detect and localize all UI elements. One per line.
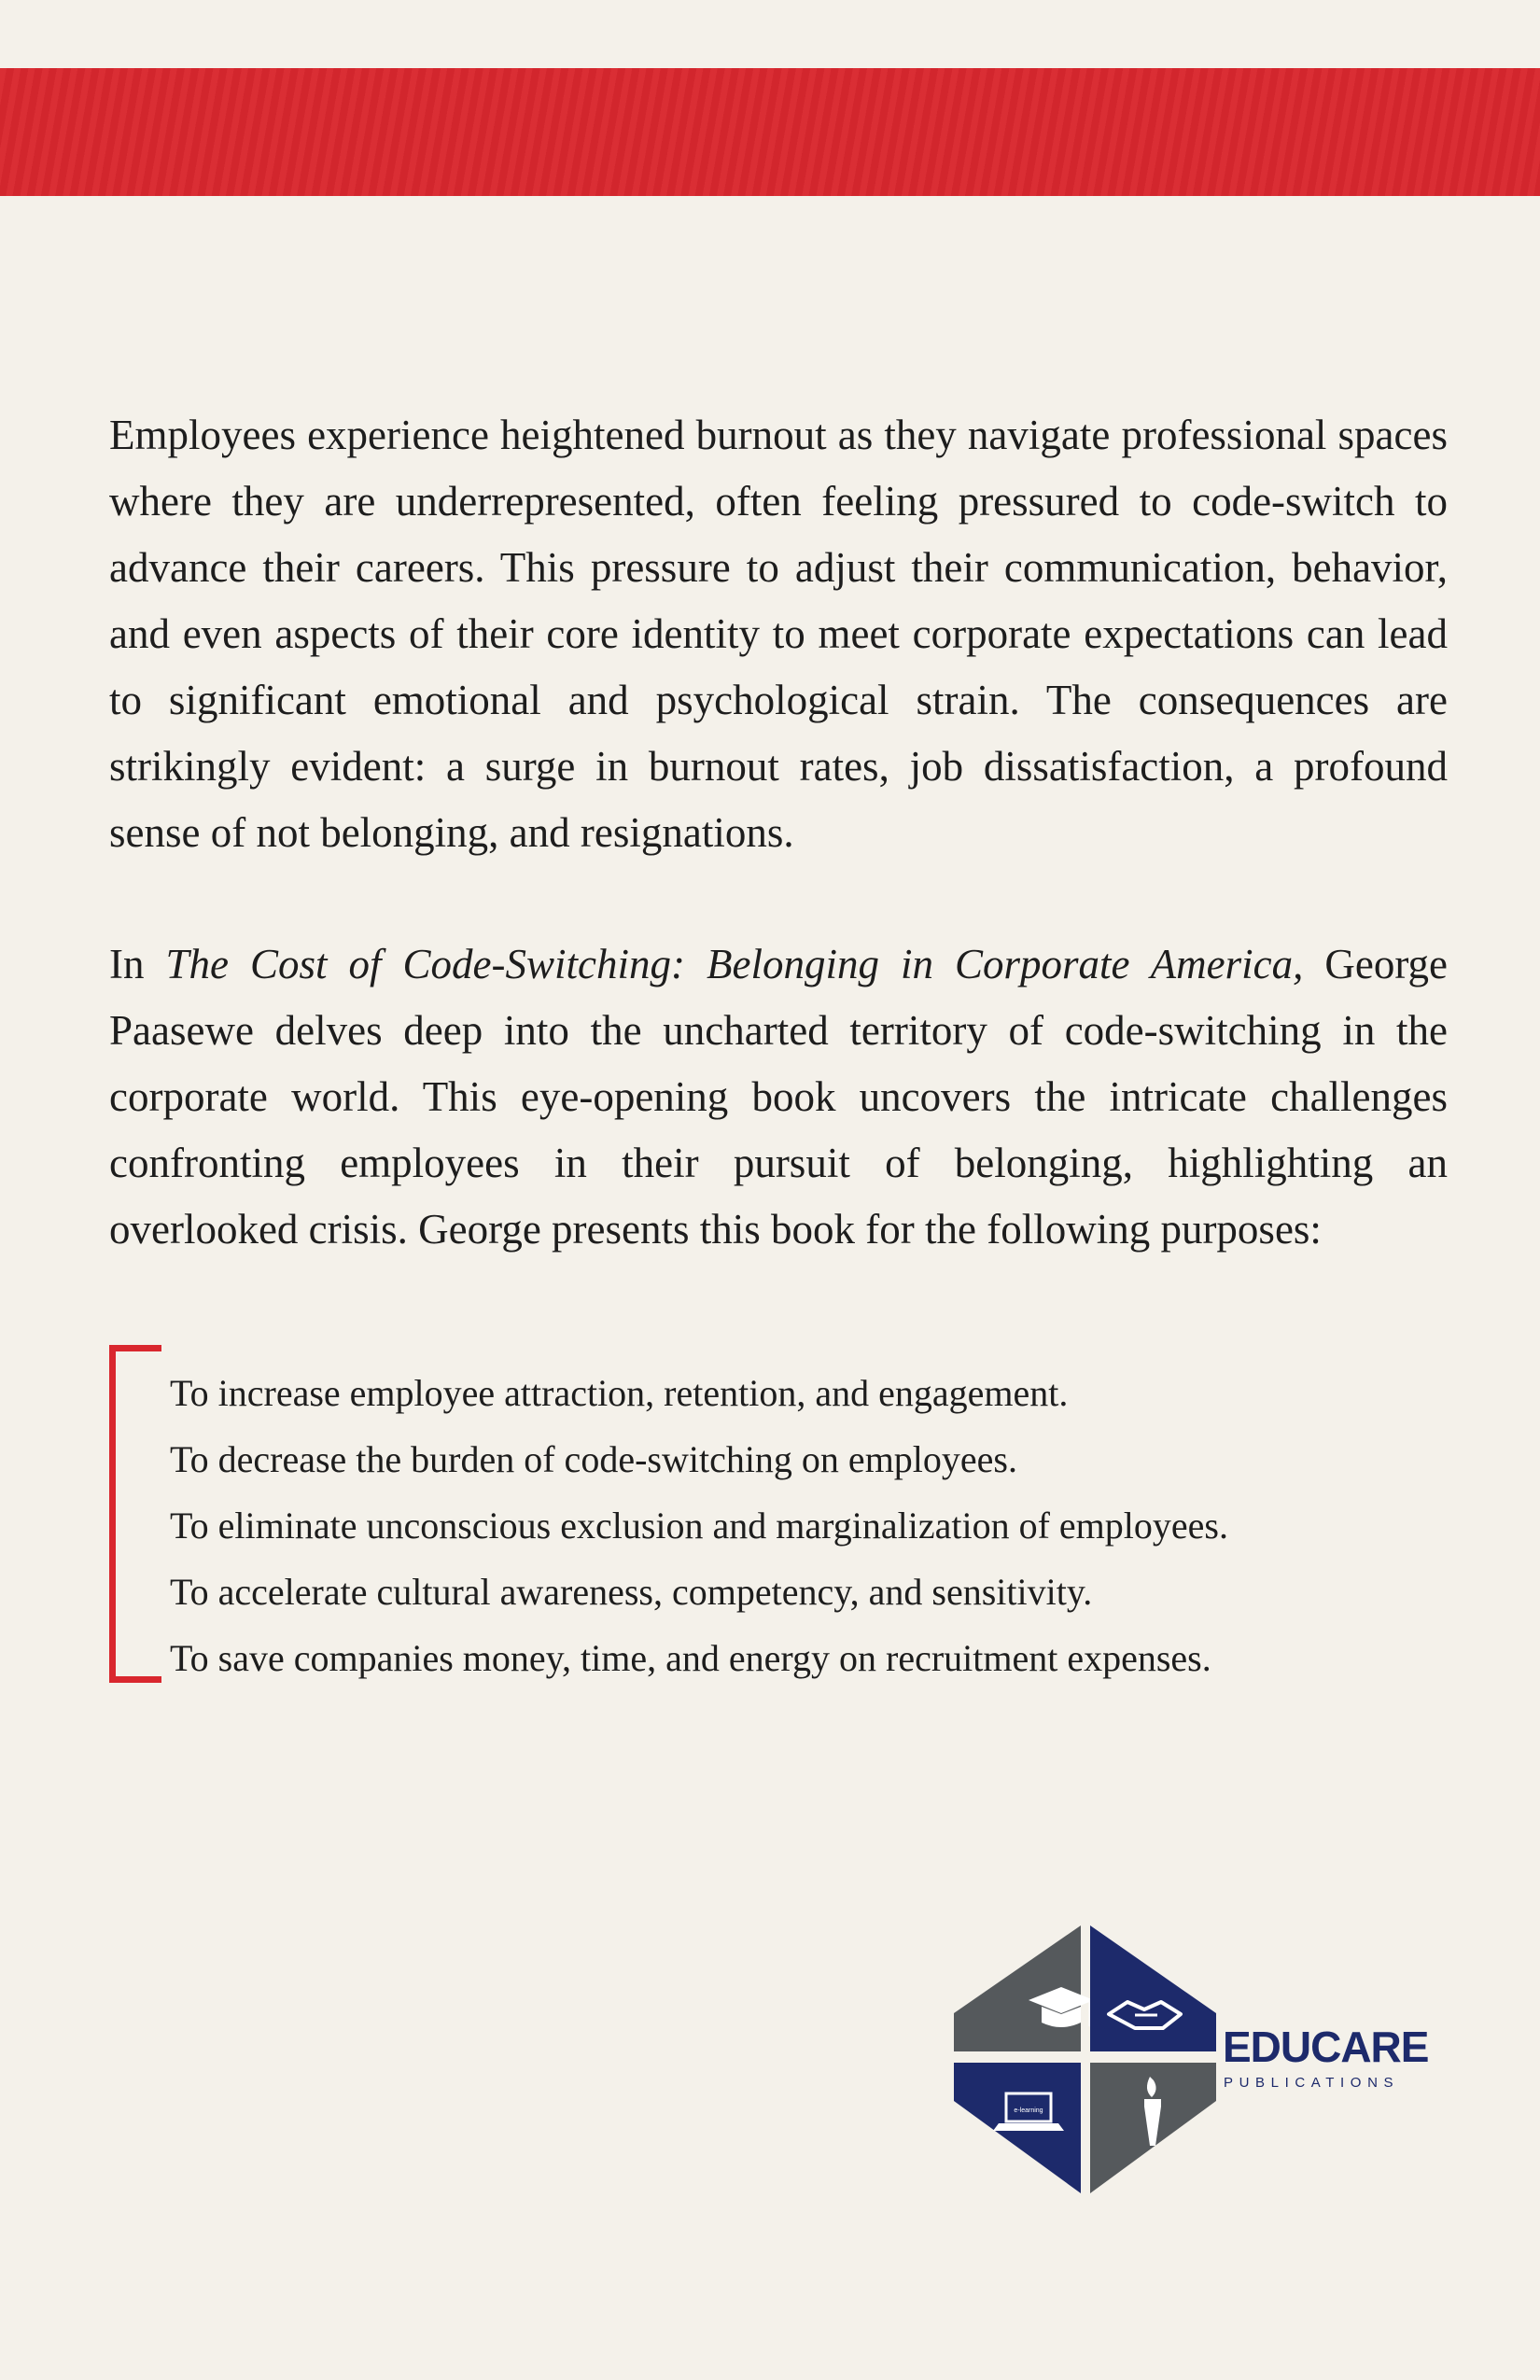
publisher-subtitle: PUBLICATIONS — [1224, 2075, 1400, 2091]
intro-paragraph: Employees experience heightened burnout as they navigate professional spaces where they are underrepresented, often feeling pressured to code-switch to advance their careers. This pressure to adjust their communication, behavior, and even aspects of their core identity to meet corporate expectations can lead to significant emotional and psychological strain. The consequences are strikingly evident: a surge in burnout rates, job dissatisfaction, a profound sense of not belonging, and resignations. — [109, 412, 1448, 856]
book-paragraph-body: George Paasewe delves deep into the uncharted territory of code-switching in the corporate world. This eye-opening book uncovers the intricate challenges confronting employees in their pursuit of belonging, highlighting an overlooked crisis. George presents this book for the following purposes: — [109, 941, 1448, 1253]
book-title: The Cost of Code-Switching: Belonging in Corporate America, — [165, 941, 1304, 987]
purpose-item: To save companies money, time, and energy on recruitment expenses. — [170, 1637, 1211, 1679]
purpose-item: To decrease the burden of code-switching on employees. — [170, 1438, 1017, 1480]
purpose-item: To increase employee attraction, retention, and engagement. — [170, 1372, 1069, 1414]
purpose-item: To accelerate cultural awareness, competency, and sensitivity. — [170, 1571, 1093, 1613]
red-bracket — [109, 1345, 161, 1683]
purpose-item: To eliminate unconscious exclusion and marginalization of employees. — [170, 1505, 1228, 1547]
top-red-band — [0, 68, 1540, 196]
book-paragraph-prefix: In — [109, 941, 166, 987]
laptop-icon — [954, 2063, 1081, 2193]
handshake-icon — [1090, 1925, 1216, 2051]
purpose-list — [170, 1360, 1383, 1691]
book-paragraph — [109, 931, 1448, 1263]
e-learning-label: e-learning — [1014, 2107, 1043, 2114]
torch-icon — [1090, 2063, 1216, 2193]
publisher-name: EDUCARE — [1223, 2023, 1429, 2071]
graduation-cap-icon — [954, 1925, 1094, 2051]
